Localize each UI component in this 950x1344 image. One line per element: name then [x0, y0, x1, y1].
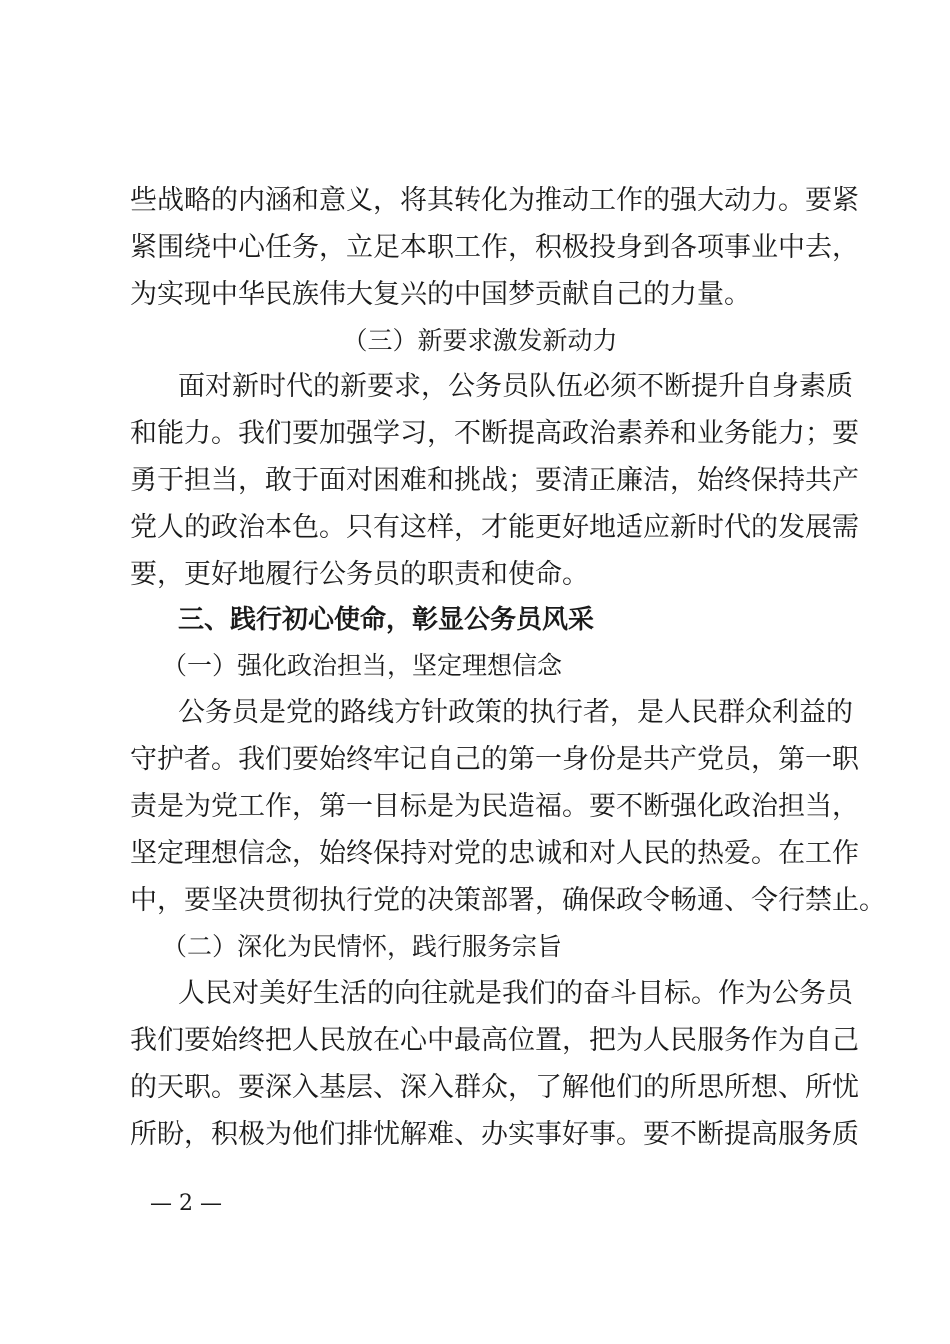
section-heading-new-requirements: （三）新要求激发新动力 — [342, 326, 618, 355]
paragraph-line: 责是为党工作，第一目标是为民造福。要不断强化政治担当， — [130, 791, 859, 822]
paragraph-line: 所盼，积极为他们排忧解难、办实事好事。要不断提高服务质 — [130, 1119, 859, 1150]
paragraph-line: 要，更好地履行公务员的职责和使命。 — [130, 559, 589, 590]
paragraph-line: 公务员是党的路线方针政策的执行者，是人民群众利益的 — [178, 697, 853, 728]
paragraph-line: 为实现中华民族伟大复兴的中国梦贡献自己的力量。 — [130, 279, 751, 310]
paragraph-line: 紧围绕中心任务，立足本职工作，积极投身到各项事业中去， — [130, 232, 859, 263]
paragraph-line: 坚定理想信念，始终保持对党的忠诚和对人民的热爱。在工作 — [130, 838, 859, 869]
paragraph-line: 些战略的内涵和意义，将其转化为推动工作的强大动力。要紧 — [130, 185, 859, 216]
paragraph-line: 党人的政治本色。只有这样，才能更好地适应新时代的发展需 — [130, 512, 859, 543]
paragraph-line: 和能力。我们要加强学习，不断提高政治素养和业务能力；要 — [130, 418, 859, 449]
chapter-heading-three: 三、践行初心使命，彰显公务员风采 — [178, 605, 595, 635]
paragraph-line: 我们要始终把人民放在心中最高位置，把为人民服务作为自己 — [130, 1025, 859, 1056]
section-heading-serve-people: （二）深化为民情怀，践行服务宗旨 — [162, 932, 563, 961]
paragraph-line: 中，要坚决贯彻执行党的决策部署，确保政令畅通、令行禁止。 — [130, 885, 886, 916]
paragraph-line: 的天职。要深入基层、深入群众，了解他们的所思所想、所忧 — [130, 1072, 859, 1103]
paragraph-line: 面对新时代的新要求，公务员队伍必须不断提升自身素质 — [178, 371, 853, 402]
paragraph-line: 守护者。我们要始终牢记自己的第一身份是共产党员，第一职 — [130, 744, 859, 775]
paragraph-line: 勇于担当，敢于面对困难和挑战；要清正廉洁，始终保持共产 — [130, 465, 859, 496]
page-number: — 2 — — [150, 1191, 222, 1216]
section-heading-political-responsibility: （一）强化政治担当，坚定理想信念 — [162, 651, 563, 680]
paragraph-line: 人民对美好生活的向往就是我们的奋斗目标。作为公务员 — [178, 978, 853, 1009]
